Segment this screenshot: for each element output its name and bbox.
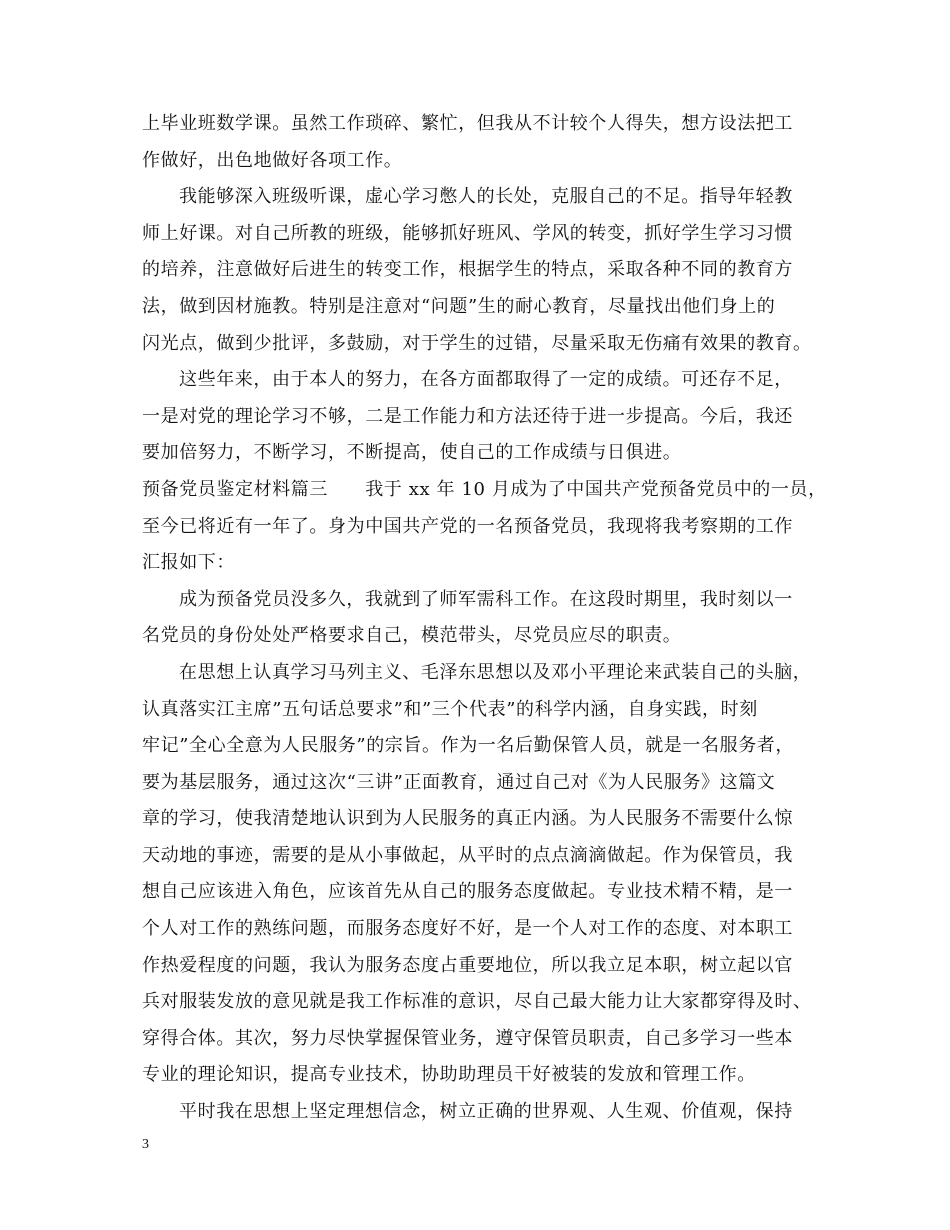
text-line: 要加倍努力，不断学习，不断提高，使自己的工作成绩与日俱进。 xyxy=(142,442,682,464)
page-number: 3 xyxy=(142,1137,149,1152)
text-line: 的培养，注意做好后进生的转变工作，根据学生的特点，采取各种不同的教育方 xyxy=(142,259,793,281)
text-line: 这些年来，由于本人的努力，在各方面都取得了一定的成绩。可还存不足， xyxy=(179,369,793,391)
text-line: 认真落实江主席”五句话总要求”和”三个代表”的科学内涵，自身实践，时刻 xyxy=(142,698,758,720)
text-line: 我能够深入班级听课，虚心学习憋人的长处，克服自己的不足。指导年轻教 xyxy=(179,186,793,208)
text-line: 专业的理论知识，提高专业技术，协助助理员干好被装的发放和管理工作。 xyxy=(142,1064,756,1086)
text-line: 汇报如下： xyxy=(142,552,235,574)
text-line: 想自己应该进入角色，应该首先从自己的服务态度做起。专业技术精不精，是一 xyxy=(142,881,793,903)
text-line: 作热爱程度的问题，我认为服务态度占重要地位，所以我立足本职，树立起以官 xyxy=(142,954,793,976)
text-line: 成为预备党员没多久，我就到了师军需科工作。在这段时期里，我时刻以一 xyxy=(179,588,793,610)
text-line: 预备党员鉴定材料篇三 我于 xx 年 10 月成为了中国共产党预备党员中的一员， xyxy=(142,478,827,500)
text-line: 师上好课。对自己所教的班级，能够抓好班风、学风的转变，抓好学生学习习惯 xyxy=(142,222,793,244)
text-line: 在思想上认真学习马列主义、毛泽东思想以及邓小平理论来武装自己的头脑， xyxy=(179,661,812,683)
text-line: 个人对工作的熟练问题，而服务态度好不好，是一个人对工作的态度、对本职工 xyxy=(142,918,793,940)
text-line: 至今已将近有一年了。身为中国共产党的一名预备党员，我现将我考察期的工作 xyxy=(142,515,793,537)
text-line: 上毕业班数学课。虽然工作琐碎、繁忙，但我从不计较个人得失，想方设法把工 xyxy=(142,113,793,134)
text-line: 一是对党的理论学习不够，二是工作能力和方法还待于进一步提高。今后，我还 xyxy=(142,405,793,427)
text-line: 穿得合体。其次，努力尽快掌握保管业务，遵守保管员职责，自己多学习一些本 xyxy=(142,1027,793,1049)
text-line: 作做好，出色地做好各项工作。 xyxy=(142,149,403,171)
text-line: 章的学习，使我清楚地认识到为人民服务的真正内涵。为人民服务不需要什么惊 xyxy=(142,808,793,830)
document-body xyxy=(142,106,827,1131)
text-line: 名党员的身份处处严格要求自己，模范带头，尽党员应尽的职责。 xyxy=(142,625,682,647)
text-line: 牢记”全心全意为人民服务”的宗旨。作为一名后勤保管人员，就是一名服务者， xyxy=(142,735,795,757)
text-line: 要为基层服务，通过这次“三讲”正面教育，通过自己对《为人民服务》这篇文 xyxy=(142,771,776,793)
text-line: 法，做到因材施教。特别是注意对“问题”生的耐心教育，尽量找出他们身上的 xyxy=(142,295,776,317)
text-line: 闪光点，做到少批评，多鼓励，对于学生的过错，尽量采取无伤痛有效果的教育。 xyxy=(142,332,812,354)
text-line: 平时我在思想上坚定理想信念，树立正确的世界观、人生观、价值观，保持 xyxy=(179,1101,793,1123)
text-line: 兵对服装发放的意见就是我工作标准的意识，尽自己最大能力让大家都穿得及时、 xyxy=(142,991,812,1013)
text-line: 天动地的事迹，需要的是从小事做起，从平时的点点滴滴做起。作为保管员，我 xyxy=(142,844,793,866)
